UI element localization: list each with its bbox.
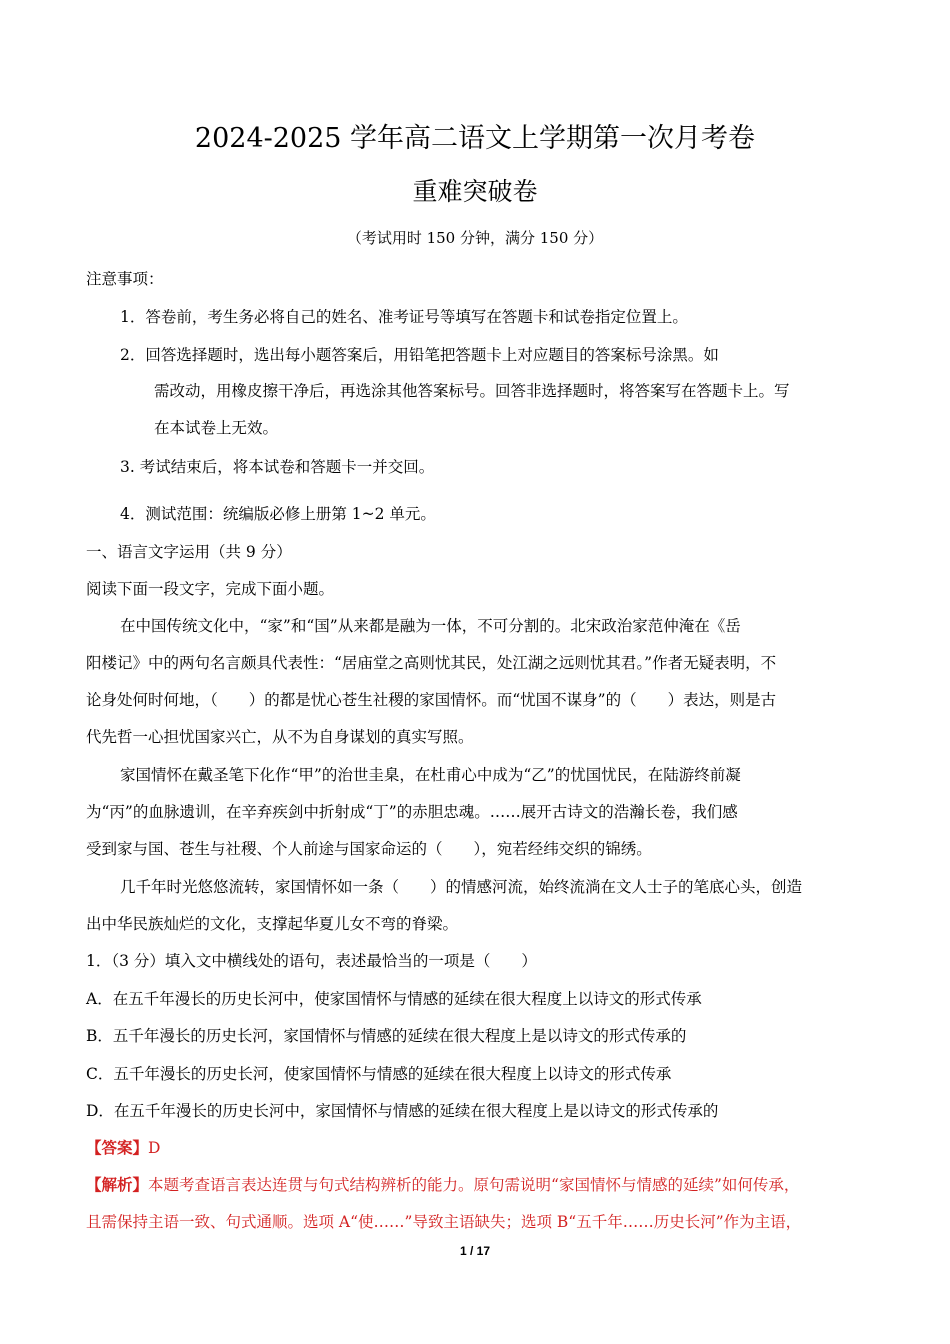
notice-line: 3. 考试结束后，将本试卷和答题卡一并交回。 [120,458,435,476]
passage-line: 几千年时光悠悠流转，家国情怀如一条（ ）的情感河流，始终流淌在文人士子的笔底心头，创造 [120,878,803,896]
passage-line: 论身处何时何地，（ ）的都是忧心苍生社稷的家国情怀。而“忧国不谋身”的（ ）表达，则是古 [86,691,777,709]
option-a: A．在五千年漫长的历史长河中，使家国情怀与情感的延续在很大程度上以诗文的形式传承 [86,990,702,1008]
notice-line: 4．测试范围：统编版必修上册第 1~2 单元。 [120,505,436,523]
passage-line: 代先哲一心担忧国家兴亡，从不为自身谋划的真实写照。 [86,728,474,746]
answer-value: D [148,1139,161,1157]
analysis-line [86,1173,799,1195]
page-number: 1 / 17 [459,1244,491,1258]
analysis-line: 且需保持主语一致、句式通顺。选项 A“使……”导致主语缺失；选项 B“五千年……历史长河”作为主语， [86,1213,802,1231]
analysis-text: 本题考查语言表达连贯与句式结构辨析的能力。原句需说明“家国情怀与情感的延续”如何传承， [148,1176,800,1194]
notice-line: 需改动，用橡皮擦干净后，再选涂其他答案标号。回答非选择题时，将答案写在答题卡上。写 [154,382,790,400]
section-heading: 一、语言文字运用（共 9 分） [86,543,292,561]
answer-label: 【答案】 [86,1138,149,1157]
page-title: 2024-2025 学年高二语文上学期第一次月考卷 [194,123,756,154]
option-b: B．五千年漫长的历史长河，家国情怀与情感的延续在很大程度上是以诗文的形式传承的 [86,1027,687,1045]
passage-line: 受到家与国、苍生与社稷、个人前途与国家命运的（ ），宛若经纬交织的锦绣。 [86,840,652,858]
question-stem: 1．（3 分）填入文中横线处的语句，表述最恰当的一项是（ ） [86,952,537,970]
notice-line: 在本试卷上无效。 [154,419,279,437]
notice-line: 1．答卷前，考生务必将自己的姓名、准考证号等填写在答题卡和试卷指定位置上。 [120,308,688,326]
passage-line: 家国情怀在戴圣笔下化作“甲”的治世圭臬，在杜甫心中成为“乙”的忧国忧民，在陆游终前凝 [120,766,741,784]
passage-line: 出中华民族灿烂的文化，支撑起华夏儿女不弯的脊梁。 [86,915,459,933]
answer-line [86,1136,160,1158]
exam-info: （考试用时 150 分钟，满分 150 分） [346,229,604,247]
passage-line: 为“丙”的血脉遗训，在辛弃疾剑中折射成“丁”的赤胆忠魂。……展开古诗文的浩瀚长卷，我们感 [86,803,738,821]
section-instruction: 阅读下面一段文字，完成下面小题。 [86,580,335,598]
notice-heading: 注意事项： [86,270,164,288]
analysis-label: 【解析】 [86,1175,149,1194]
passage-line: 阳楼记》中的两句名言颇具代表性：“居庙堂之高则忧其民，处江湖之远则忧其君。”作者无疑表明，不 [86,654,777,672]
option-c: C．五千年漫长的历史长河，使家国情怀与情感的延续在很大程度上以诗文的形式传承 [86,1065,672,1083]
option-d: D．在五千年漫长的历史长河中，家国情怀与情感的延续在很大程度上是以诗文的形式传承的 [86,1102,719,1120]
notice-line: 2．回答选择题时，选出每小题答案后，用铅笔把答题卡上对应题目的答案标号涂黑。如 [120,346,719,364]
passage-line: 在中国传统文化中，“家”和“国”从来都是融为一体，不可分割的。北宋政治家范仲淹在《岳 [120,617,741,635]
page-subtitle: 重难突破卷 [412,177,538,206]
